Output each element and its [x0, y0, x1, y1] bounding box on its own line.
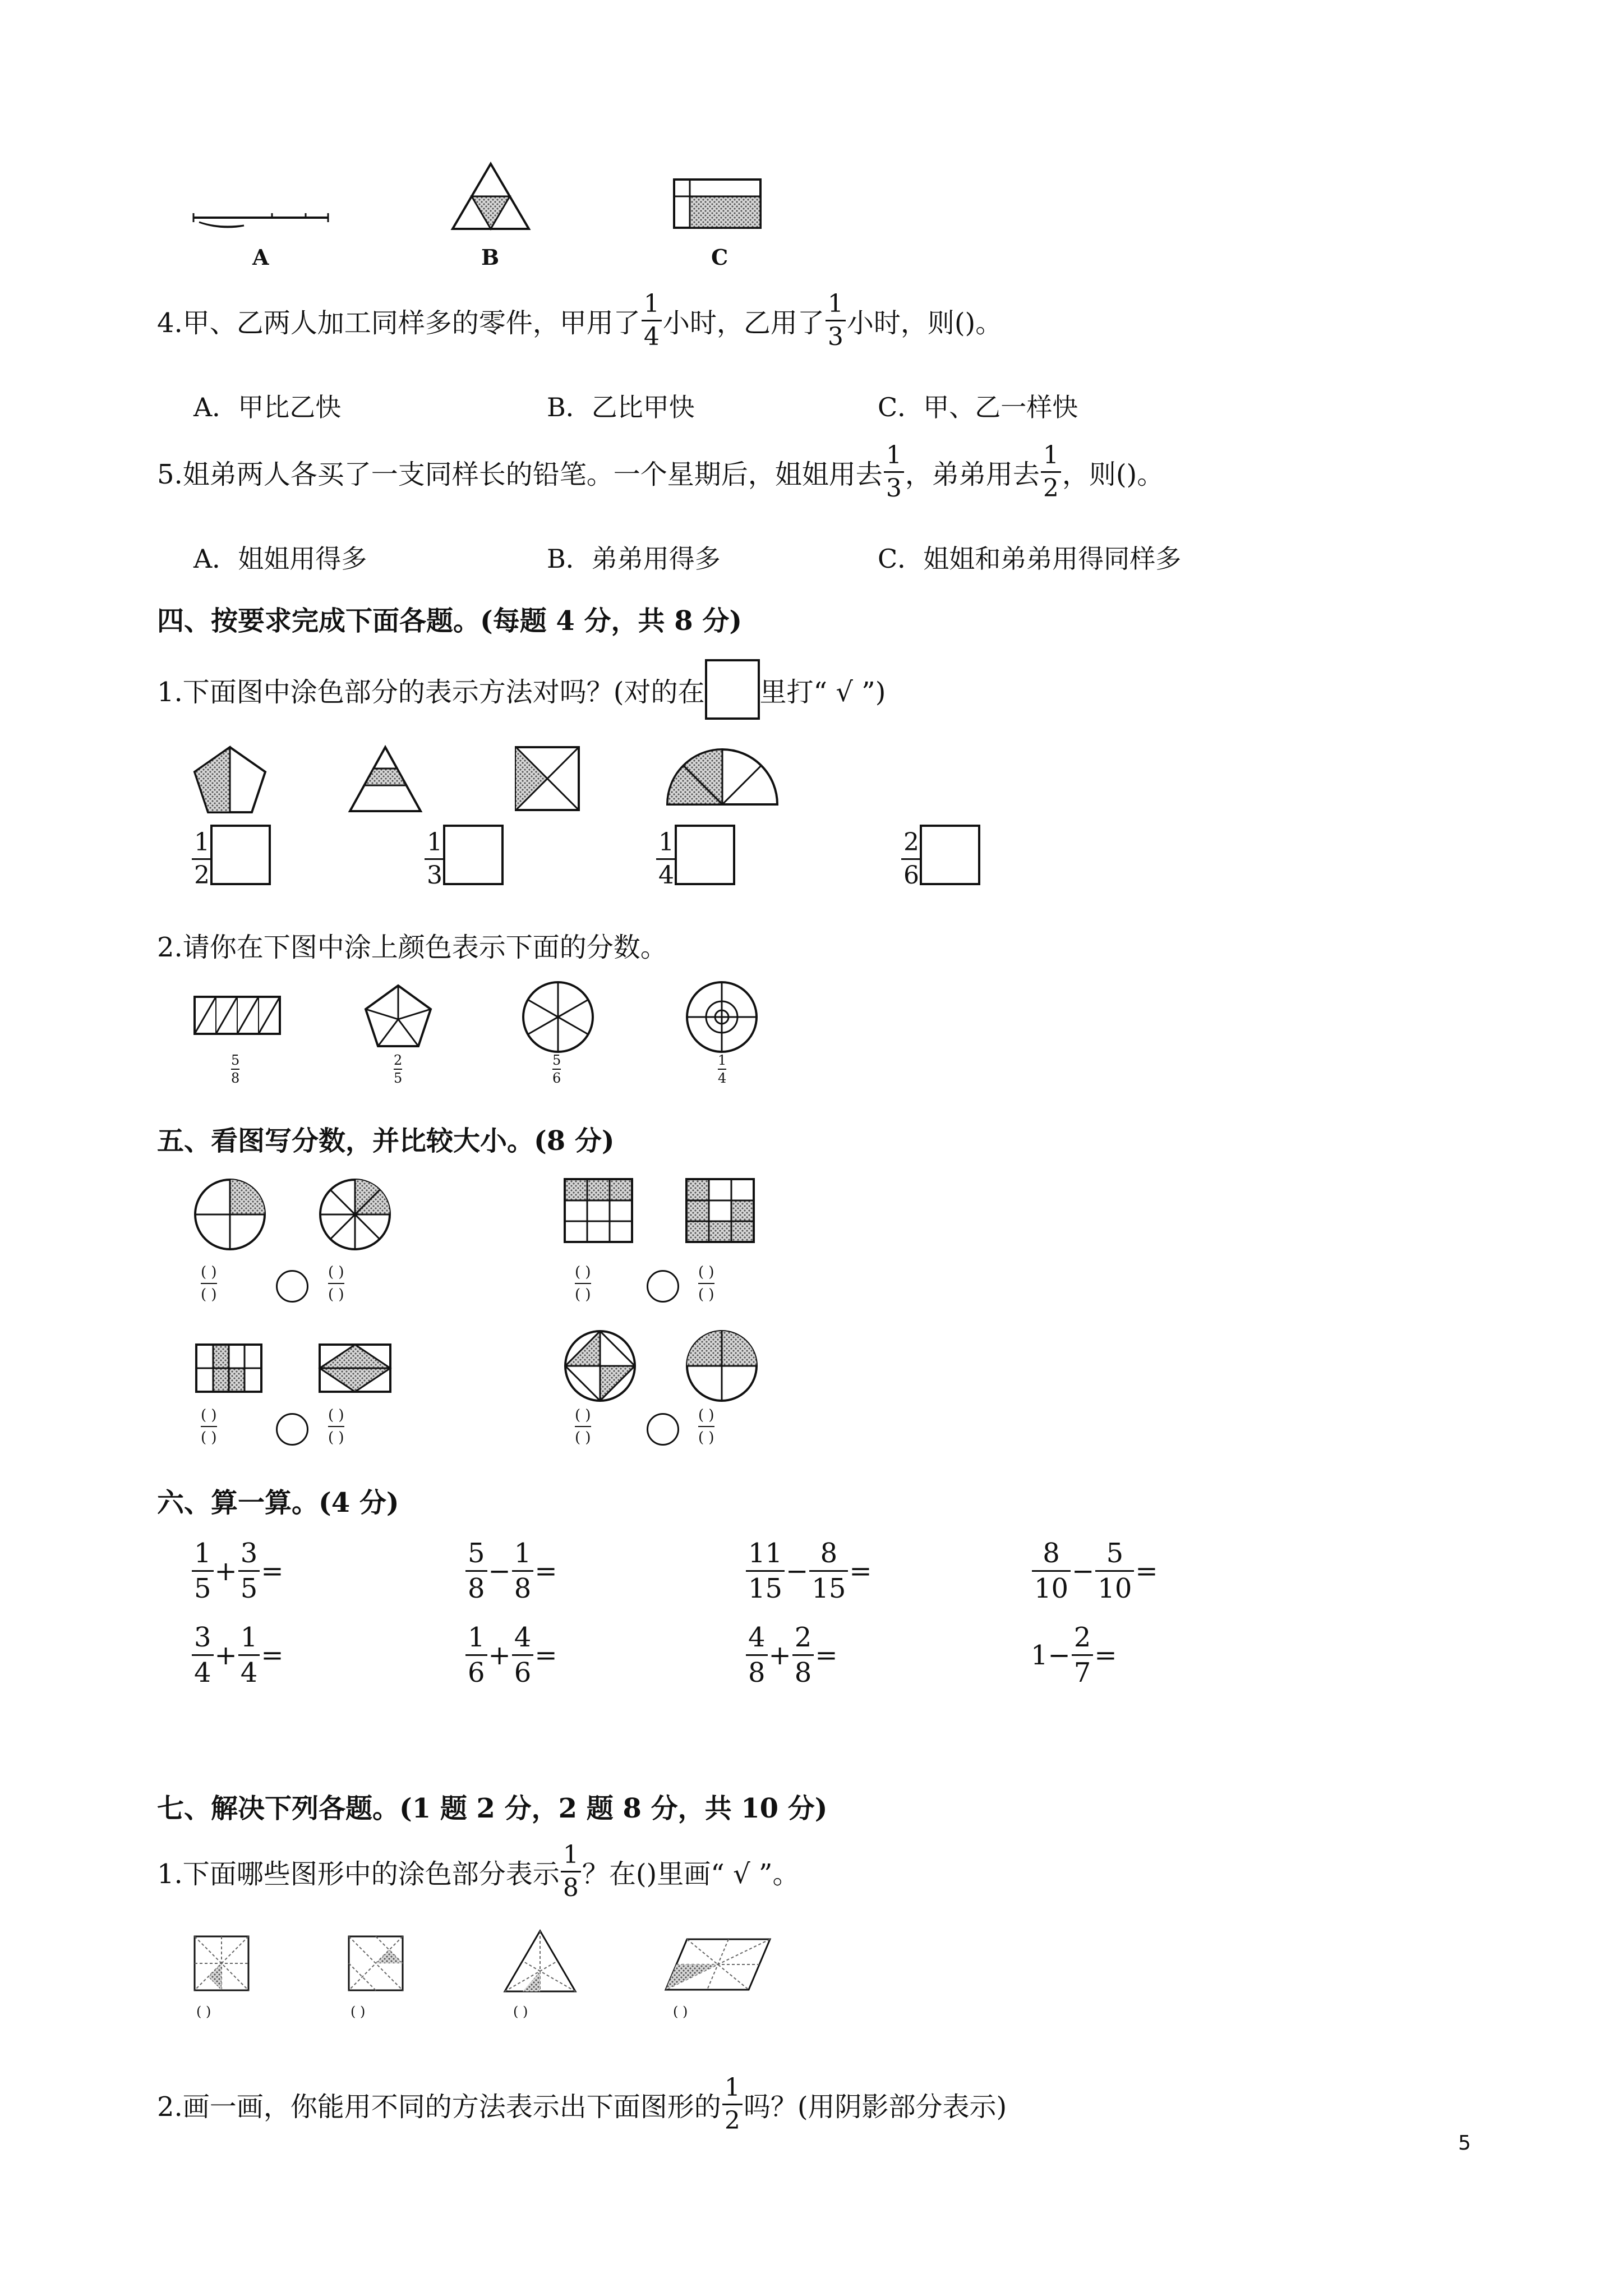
blank-fraction[interactable]: ( ) ( ) — [575, 1407, 591, 1446]
pentagon-divided-shape[interactable] — [365, 984, 432, 1047]
page-number: 5 — [1458, 2132, 1471, 2155]
dotted-triangle-shape — [504, 1930, 577, 1993]
grid-one-ninth-shape — [564, 1178, 633, 1243]
s4-frac-4: $\frac{2}{6}$ — [900, 830, 923, 888]
s4-frac-2: $\frac{1}{3}$ — [423, 830, 446, 888]
s4-q2-frac-3: 5 6 — [552, 1052, 561, 1086]
calc-6: $\frac{1}{6}$ + $\frac{4}{6}$ = — [464, 1624, 557, 1686]
section-7-title: 七、解决下列各题。(1 题 2 分，2 题 8 分，共 10 分) — [157, 1793, 828, 1824]
calc-1: $\frac{1}{5}$ + $\frac{3}{5}$ = — [191, 1540, 284, 1602]
circle-half-shaded-shape — [685, 1329, 758, 1402]
figure-a-line-segment — [193, 208, 334, 230]
section-4-title: 四、按要求完成下面各题。(每题 4 分，共 8 分) — [157, 605, 743, 637]
blank-fraction[interactable]: ( ) ( ) — [201, 1407, 217, 1446]
circle-eighths-shape — [319, 1178, 391, 1251]
blank-fraction[interactable]: ( ) ( ) — [698, 1407, 714, 1446]
circle-quarters-shape — [193, 1178, 266, 1251]
answer-box-4[interactable] — [920, 825, 980, 885]
q5-option-b[interactable]: B．弟弟用得多 — [547, 544, 721, 574]
q4-option-c[interactable]: C．甲、乙一样快 — [878, 392, 1078, 422]
dotted-parallelogram-shape — [665, 1938, 771, 1991]
figure-c-rectangle — [673, 178, 763, 230]
q4-option-a[interactable]: A．甲比乙快 — [193, 392, 342, 422]
compare-circle[interactable] — [647, 1270, 679, 1303]
fraction: $\frac{1}{3}$ — [884, 443, 904, 501]
concentric-circle-shape[interactable] — [685, 981, 758, 1053]
answer-box-2[interactable] — [443, 825, 504, 885]
calc-2: $\frac{5}{8}$ − $\frac{1}{8}$ = — [464, 1540, 557, 1602]
rectangle-rhombus-shape — [319, 1343, 391, 1393]
calc-8: 1 − $\frac{2}{7}$ = — [1031, 1622, 1117, 1688]
question-5: 5.姐弟两人各买了一支同样长的铅笔。一个星期后，姐姐用去 $\frac{1}{3}$ ，弟弟用去 $\frac{1}{2}$ ，则()。 — [157, 441, 1164, 503]
answer-paren-3[interactable]: ( ) — [513, 2004, 528, 2019]
section-7-q2: 2.画一画，你能用不同的方法表示出下面图形的 $\frac{1}{2}$ 吗？(用阴影部分表示) — [157, 2073, 1007, 2135]
blank-fraction[interactable]: ( ) ( ) — [201, 1264, 217, 1303]
compare-circle[interactable] — [276, 1413, 308, 1446]
semicircle-shape — [666, 746, 778, 808]
answer-paren-2[interactable]: ( ) — [351, 2004, 366, 2019]
blank-fraction[interactable]: ( ) ( ) — [328, 1407, 344, 1446]
s4-q2-frac-2: 2 5 — [394, 1052, 403, 1086]
calc-7: $\frac{4}{8}$ + $\frac{2}{8}$ = — [745, 1624, 838, 1686]
section-4-q1: 1.下面图中涂色部分的表示方法对吗？(对的在 里打“ √ ”) — [157, 659, 886, 720]
dotted-square-shape-2 — [348, 1935, 404, 1991]
q4-option-b[interactable]: B．乙比甲快 — [547, 392, 695, 422]
calc-4: $\frac{8}{10}$ − $\frac{5}{10}$ = — [1031, 1540, 1158, 1602]
answer-box-3[interactable] — [675, 825, 735, 885]
answer-paren-1[interactable]: ( ) — [196, 2004, 211, 2019]
fraction: $\frac{1}{4}$ — [642, 292, 662, 349]
parallelogram-strip-shape[interactable] — [193, 996, 283, 1036]
calc-3: $\frac{11}{15}$ − $\frac{8}{15}$ = — [745, 1540, 872, 1602]
s4-q2-frac-4: 1 4 — [718, 1052, 727, 1086]
blank-fraction[interactable]: ( ) ( ) — [328, 1264, 344, 1303]
fraction: $\frac{1}{2}$ — [1041, 443, 1061, 501]
section-4-q2: 2.请你在下图中涂上颜色表示下面的分数。 — [157, 932, 667, 963]
section-5-title: 五、看图写分数，并比较大小。(8 分) — [157, 1125, 615, 1157]
striped-triangle-shape — [349, 746, 422, 812]
section-6-title: 六、算一算。(4 分) — [157, 1487, 399, 1519]
circle-sixths-shape[interactable] — [522, 981, 594, 1053]
q5-option-c[interactable]: C．姐姐和弟弟用得同样多 — [878, 544, 1182, 574]
s4-q2-frac-1: 5 8 — [231, 1052, 240, 1086]
answer-box-1[interactable] — [210, 825, 271, 885]
q5-option-a[interactable]: A．姐姐用得多 — [193, 544, 367, 574]
circle-triangles-shape — [564, 1329, 637, 1402]
calc-5: $\frac{3}{4}$ + $\frac{1}{4}$ = — [191, 1624, 284, 1686]
figure-a-label: A — [252, 245, 269, 270]
question-4: 4.甲、乙两人加工同样多的零件，甲用了 $\frac{1}{4}$ 小时，乙用了 $\frac{1}{3}$ 小时，则()。 — [157, 289, 1003, 351]
dotted-square-shape-1 — [193, 1935, 250, 1991]
striped-rectangle-shape — [195, 1343, 262, 1393]
compare-circle[interactable] — [647, 1413, 679, 1446]
figure-b-triangle — [451, 163, 530, 230]
blank-fraction[interactable]: ( ) ( ) — [575, 1264, 591, 1303]
pentagon-shape — [193, 746, 266, 813]
figure-c-label: C — [711, 245, 728, 270]
s4-frac-1: $\frac{1}{2}$ — [191, 830, 213, 888]
answer-paren-4[interactable]: ( ) — [673, 2004, 688, 2019]
section-7-q1: 1.下面哪些图形中的涂色部分表示 $\frac{1}{8}$ ？在()里画“ √ ”。 — [157, 1841, 800, 1902]
blank-fraction[interactable]: ( ) ( ) — [698, 1264, 714, 1303]
checkbox-example — [705, 659, 760, 720]
square-diagonals-shape — [515, 746, 580, 811]
compare-circle[interactable] — [276, 1270, 308, 1303]
figure-b-label: B — [481, 245, 500, 270]
s4-frac-3: $\frac{1}{4}$ — [655, 830, 677, 888]
fraction: $\frac{1}{3}$ — [826, 292, 846, 349]
grid-shaded-shape — [685, 1178, 755, 1243]
